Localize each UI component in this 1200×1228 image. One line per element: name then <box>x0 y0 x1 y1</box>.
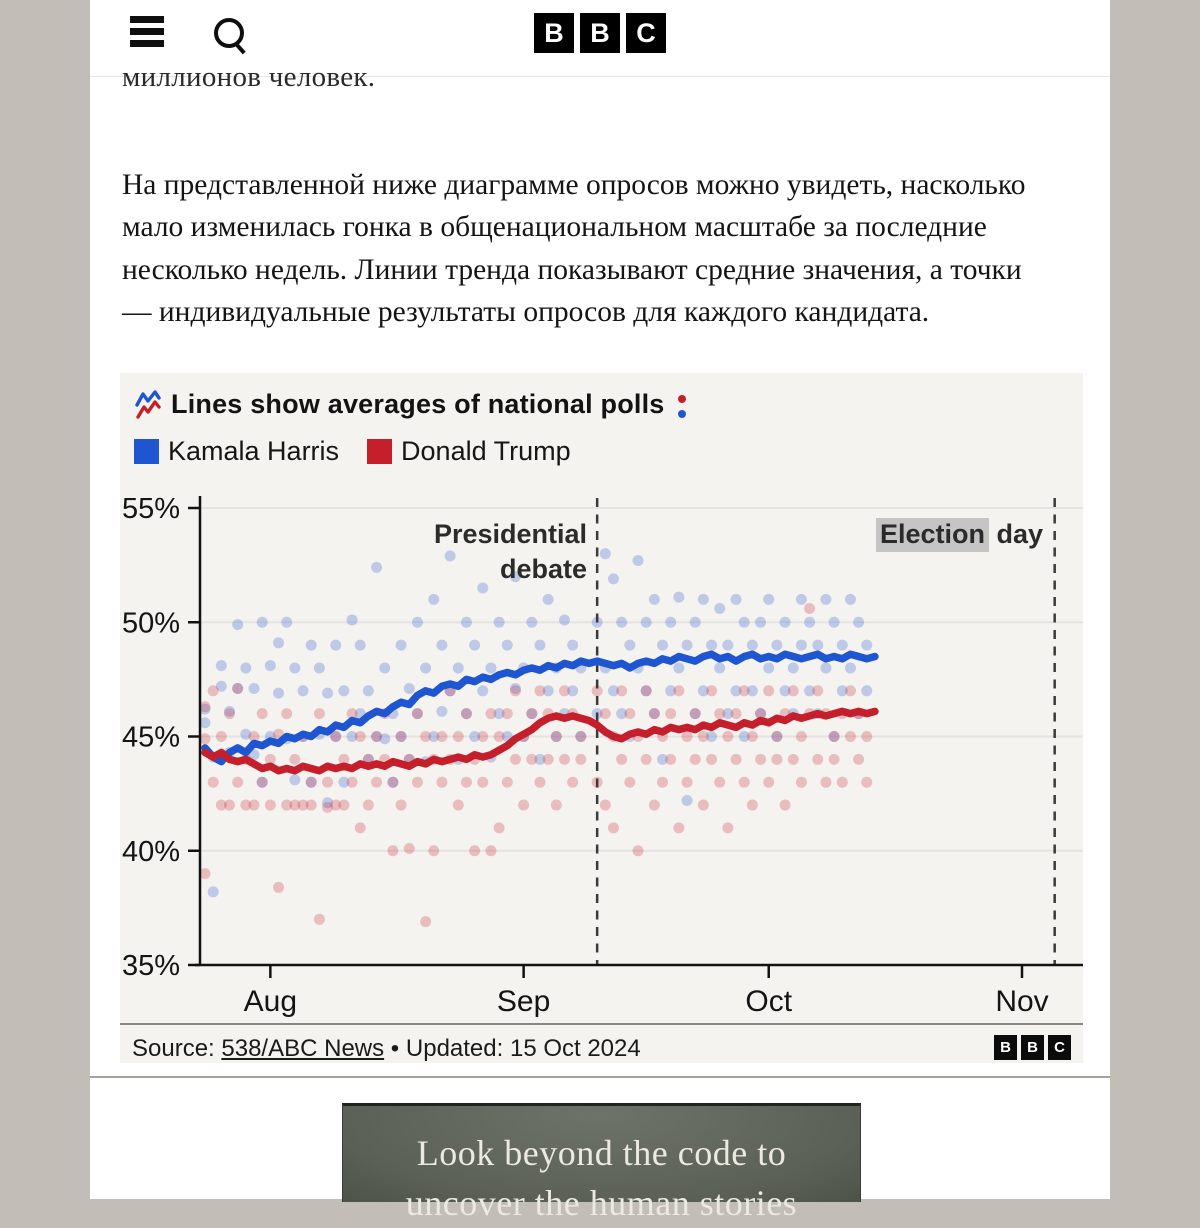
source-sep: • <box>384 1035 406 1062</box>
panel-divider <box>120 1023 1083 1025</box>
chart-footer <box>132 1035 1071 1061</box>
debate-annotation: Presidential debate <box>433 519 587 584</box>
svg-text:Oct: Oct <box>745 985 793 1018</box>
chart-title-row <box>134 389 686 420</box>
page-card <box>90 0 1110 1223</box>
bbc-logo-letter: B <box>580 13 620 53</box>
source-prefix: Source: <box>132 1035 222 1062</box>
trend-lines-icon <box>134 390 162 420</box>
svg-text:Aug: Aug <box>243 985 298 1018</box>
legend-item-trump <box>367 436 571 467</box>
chart-legend <box>134 436 571 467</box>
bbc-logo-letter: B <box>534 13 574 53</box>
legend-item-harris <box>134 436 339 467</box>
bbc-logo-letter: C <box>626 13 666 53</box>
svg-text:35%: 35% <box>121 950 180 982</box>
svg-text:40%: 40% <box>121 835 180 868</box>
svg-text:Sep: Sep <box>496 985 551 1018</box>
harris-label: Kamala Harris <box>168 436 340 466</box>
bbc-logo-small: B B C <box>994 1035 1071 1060</box>
poll-chart <box>120 483 1083 1023</box>
advert-text: Look beyond the code to uncover the human stories <box>405 1133 798 1223</box>
svg-text:50%: 50% <box>121 607 180 640</box>
svg-text:55%: 55% <box>121 493 180 525</box>
bbc-logo[interactable] <box>534 13 666 53</box>
colon-dots-icon <box>678 395 686 418</box>
menu-icon[interactable] <box>130 16 164 54</box>
poll-chart-panel <box>120 373 1083 1063</box>
chart-title: Lines show averages of national polls <box>171 389 665 419</box>
svg-text:Nov: Nov <box>995 985 1049 1018</box>
source-link[interactable]: 538/ABC News <box>221 1035 385 1062</box>
advert-banner[interactable] <box>342 1103 861 1223</box>
section-divider <box>90 1076 1110 1078</box>
article-paragraph: На представленной ниже диаграмме опросов можно увидеть, насколько мало изменилась гонка в общенациональном масштабе за последние несколько недель. Линии тренда показывают средние значения, а точки — индивидуальные результаты опросов для каждого кандидата. <box>122 168 1026 328</box>
trump-swatch <box>367 439 392 464</box>
trump-label: Donald Trump <box>401 436 571 466</box>
updated-label: Updated: 15 Oct 2024 <box>405 1035 641 1062</box>
harris-swatch <box>134 439 159 464</box>
clipped-article-line: миллионов человек. <box>122 61 376 93</box>
election-annotation: Election day <box>876 517 1043 552</box>
svg-text:45%: 45% <box>121 721 180 754</box>
search-icon[interactable] <box>208 12 252 58</box>
